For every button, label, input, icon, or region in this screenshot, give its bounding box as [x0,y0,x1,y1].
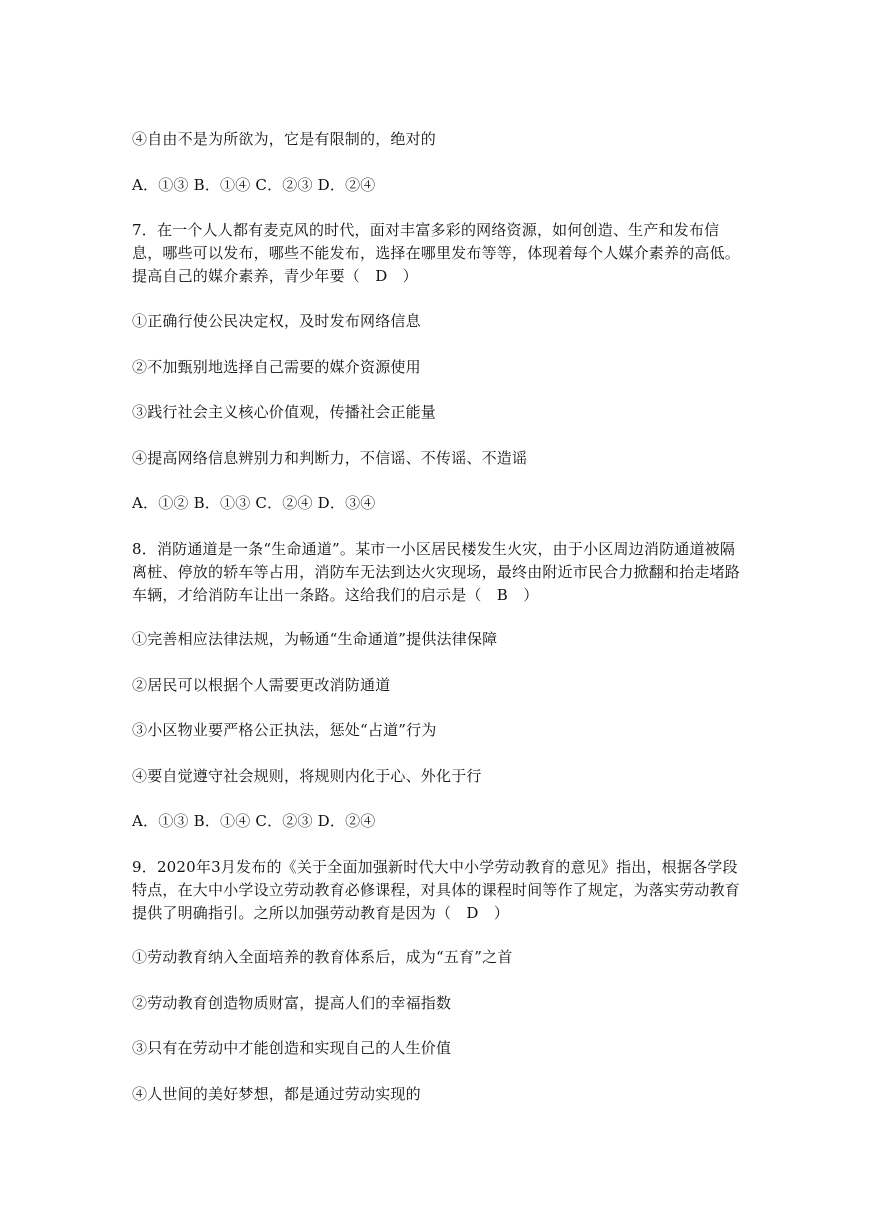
q9-stem: 9．2020年3月发布的《关于全面加强新时代大中小学劳动教育的意见》指出，根据各学段特点，在大中小学设立劳动教育必修课程，对具体的课程时间等作了规定，为落实劳动教育提供了明确指引。之所以加强劳动教育是因为（ D ） [132,858,741,922]
q8-choices: A．①③ B．①④ C．②③ D．②④ [132,812,376,830]
q9-option-1: ①劳动教育纳入全面培养的教育体系后，成为“五育”之首 [132,948,513,966]
q7-option-2: ②不加甄别地选择自己需要的媒介资源使用 [132,358,421,376]
q9-option-4: ④人世间的美好梦想，都是通过劳动实现的 [132,1085,421,1103]
q8-option-3: ③小区物业要严格公正执法，惩处“占道”行为 [132,721,437,739]
q8-stem: 8．消防通道是一条“生命通道”。某市一小区居民楼发生火灾，由于小区周边消防通道被隔离桩、停放的轿车等占用，消防车无法到达火灾现场，最终由附近市民合力掀翻和抬走堵路车辆，才给消防车让出一条路。这给我们的启示是（ B ） [132,540,741,604]
q8-option-4: ④要自觉遵守社会规则，将规则内化于心、外化于行 [132,767,482,785]
q9-option-3: ③只有在劳动中才能创造和实现自己的人生价值 [132,1039,452,1057]
q7-choices: A．①② B．①③ C．②④ D．③④ [132,494,376,512]
q7-option-3: ③践行社会主义核心价值观，传播社会正能量 [132,403,437,421]
q7-option-4: ④提高网络信息辨别力和判断力，不信谣、不传谣、不造谣 [132,449,528,467]
q8-option-1: ①完善相应法律法规，为畅通“生命通道”提供法律保障 [132,630,498,648]
q8-option-2: ②居民可以根据个人需要更改消防通道 [132,676,391,694]
q7-stem: 7．在一个人人都有麦克风的时代，面对丰富多彩的网络资源，如何创造、生产和发布信息，哪些可以发布，哪些不能发布，选择在哪里发布等等，体现着每个人媒介素养的高低。提高自己的媒介素养，青少年要（ D ） [132,221,741,285]
q6-choices: A．①③ B．①④ C．②③ D．②④ [132,176,376,194]
q6-option-4: ④自由不是为所欲为，它是有限制的，绝对的 [132,130,437,148]
q7-option-1: ①正确行使公民决定权，及时发布网络信息 [132,312,421,330]
q9-option-2: ②劳动教育创造物质财富，提高人们的幸福指数 [132,994,452,1012]
